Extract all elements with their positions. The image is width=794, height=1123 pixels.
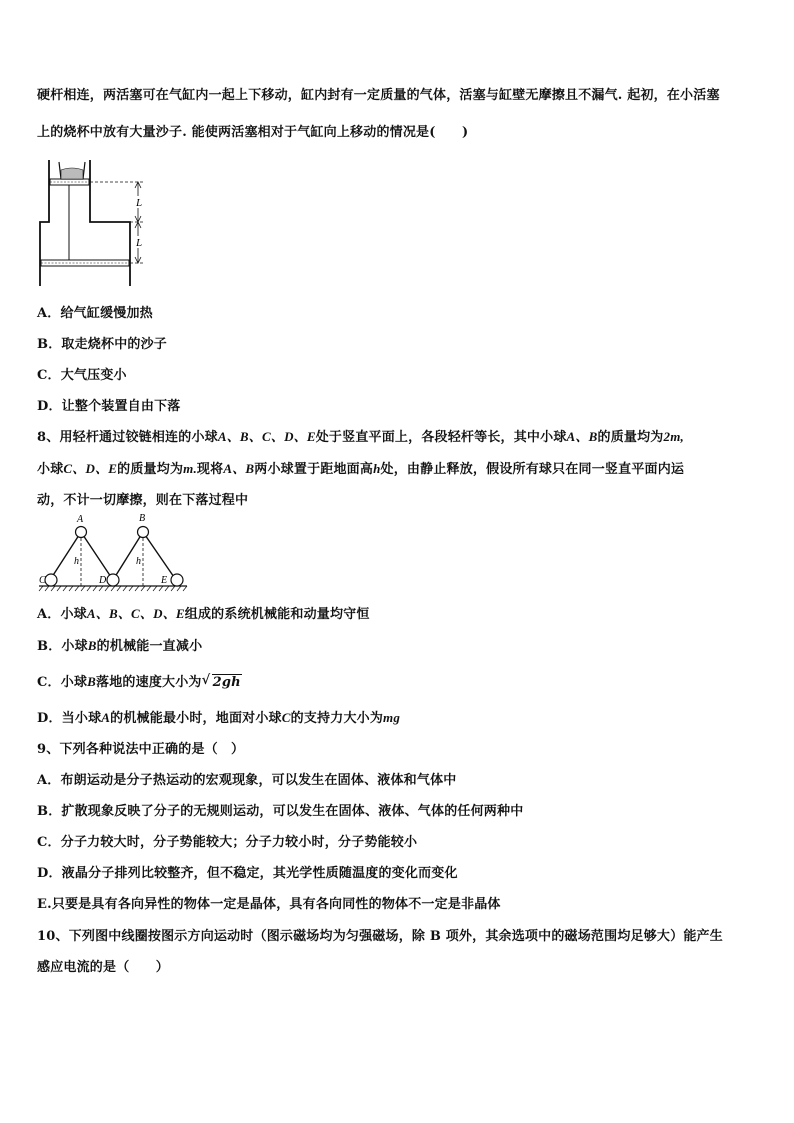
label-h-left: h xyxy=(74,556,79,567)
q9-option-d: D．液晶分子排列比较整齐，但不稳定，其光学性质随温度的变化而变化 xyxy=(37,866,458,881)
length-label-lower: L xyxy=(136,237,143,249)
ball-d xyxy=(107,574,119,586)
length-label-upper: L xyxy=(136,197,143,209)
q8-stem-line2: 小球C、D、E的质量均为m.现将A、B两小球置于距地面高h处，由静止释放，假设所有球只在同一竖直平面内运 xyxy=(37,461,685,477)
q7-stem-line2: 上的烧杯中放有大量沙子. 能使两活塞相对于气缸向上移动的情况是( ) xyxy=(37,125,469,140)
sqrt-expression: √ 2gh xyxy=(201,673,241,690)
hinged-balls-diagram xyxy=(37,510,189,592)
ball-b xyxy=(138,527,149,538)
ball-e xyxy=(171,574,183,586)
q8-stem-line3: 动，不计一切摩擦，则在下落过程中 xyxy=(37,493,249,508)
label-h-right: h xyxy=(136,556,141,567)
q8-option-b: B．小球B的机械能一直减小 xyxy=(37,638,203,654)
q7-option-b: B．取走烧杯中的沙子 xyxy=(37,337,167,352)
q10-stem-line2: 感应电流的是（ ） xyxy=(37,960,170,975)
label-b: B xyxy=(139,513,146,524)
q8-option-d: D．当小球A的机械能最小时，地面对小球C的支持力大小为mg xyxy=(37,710,401,726)
q8-option-a: A．小球A、B、C、D、E组成的系统机械能和动量均守恒 xyxy=(37,606,370,622)
q9-option-a: A．布朗运动是分子热运动的宏观现象，可以发生在固体、液体和气体中 xyxy=(37,773,457,788)
cylinder-diagram xyxy=(37,152,157,288)
label-a: A xyxy=(77,514,84,525)
q9-option-c: C．分子力较大时，分子势能较大；分子力较小时，分子势能较小 xyxy=(37,835,418,850)
ball-a xyxy=(76,527,87,538)
q9-stem: 9、下列各种说法中正确的是（ ） xyxy=(37,742,245,757)
q7-option-d: D．让整个装置自由下落 xyxy=(37,399,181,414)
q8-stem-line1: 8、用轻杆通过铰链相连的小球A、B、C、D、E处于竖直平面上，各段轻杆等长，其中小球A、B的质量均为2m, xyxy=(37,429,684,445)
q10-stem-line1: 10、下列图中线圈按图示方向运动时（图示磁场均为匀强磁场，除 B 项外，其余选项中的磁场范围均足够大）能产生 xyxy=(37,929,723,944)
q7-stem-line1: 硬杆相连，两活塞可在气缸内一起上下移动，缸内封有一定质量的气体，活塞与缸壁无摩擦且不漏气. 起初，在小活塞 xyxy=(37,88,720,103)
q7-option-c: C．大气压变小 xyxy=(37,368,127,383)
label-d: D xyxy=(99,575,107,586)
q7-option-a: A．给气缸缓慢加热 xyxy=(37,306,153,321)
q9-option-b: B．扩散现象反映了分子的无规则运动，可以发生在固体、液体、气体的任何两种中 xyxy=(37,804,524,819)
label-c: C xyxy=(39,575,46,586)
label-e: E xyxy=(161,575,168,586)
ball-c xyxy=(45,574,57,586)
q8-option-c: C．小球B落地的速度大小为 √ 2gh xyxy=(37,673,241,690)
q9-option-e: E.只要是具有各向异性的物体一定是晶体，具有各向同性的物体不一定是非晶体 xyxy=(37,897,501,912)
